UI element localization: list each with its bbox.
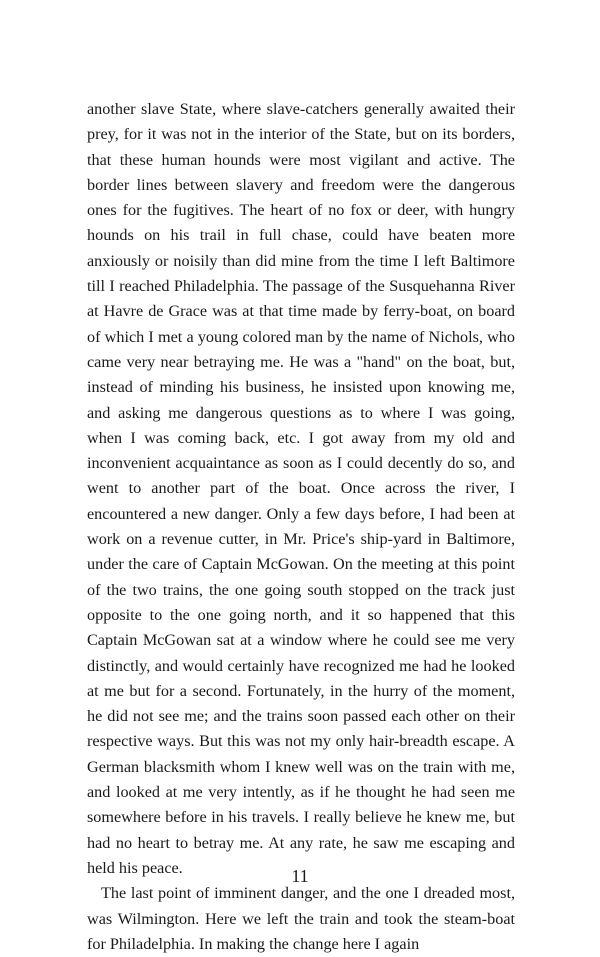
- body-text: [87, 97, 515, 957]
- paragraph-continued: another slave State, where slave-catchers generally awaited their prey, for it was not in the interior of the State, but on its borders, that these human hounds were most vigilant and active. The border lines between slavery and freedom were the dangerous ones for the fugitives. The heart of no fox or deer, with hungry hounds on his trail in full chase, could have beaten more anxiously or noisily than did mine from the time I left Baltimore till I reached Philadelphia. The passage of the Susquehanna River at Havre de Grace was at that time made by ferry-boat, on board of which I met a young colored man by the name of Nichols, who came very near betraying me. He was a "hand" on the boat, but, instead of minding his business, he insisted upon knowing me, and asking me dangerous questions as to where I was going, when I was coming back, etc. I got away from my old and inconvenient acquaintance as soon as I could decently do so, and went to another part of the boat. Once across the river, I encountered a new danger. Only a few days before, I had been at work on a revenue cutter, in Mr. Price's ship-yard in Baltimore, under the care of Captain McGowan. On the meeting at this point of the two trains, the one going south stopped on the track just opposite to the one going north, and it so happened that this Captain McGowan sat at a window where he could see me very distinctly, and would certainly have recognized me had he looked at me but for a second. Fortunately, in the hurry of the moment, he did not see me; and the trains soon passed each other on their respective ways. But this was not my only hair-breadth escape. A German blacksmith whom I knew well was on the train with me, and looked at me very intently, as if he thought he had seen me somewhere before in his travels. I really believe he knew me, but had no heart to betray me. At any rate, he saw me escaping and held his peace.: [87, 100, 515, 877]
- paragraph-wilmington: The last point of imminent danger, and the one I dreaded most, was Wilmington. Here we left the train and took the steam-boat for Philadelphia. In making the change here I again: [87, 884, 515, 953]
- page-number: 11: [291, 866, 309, 886]
